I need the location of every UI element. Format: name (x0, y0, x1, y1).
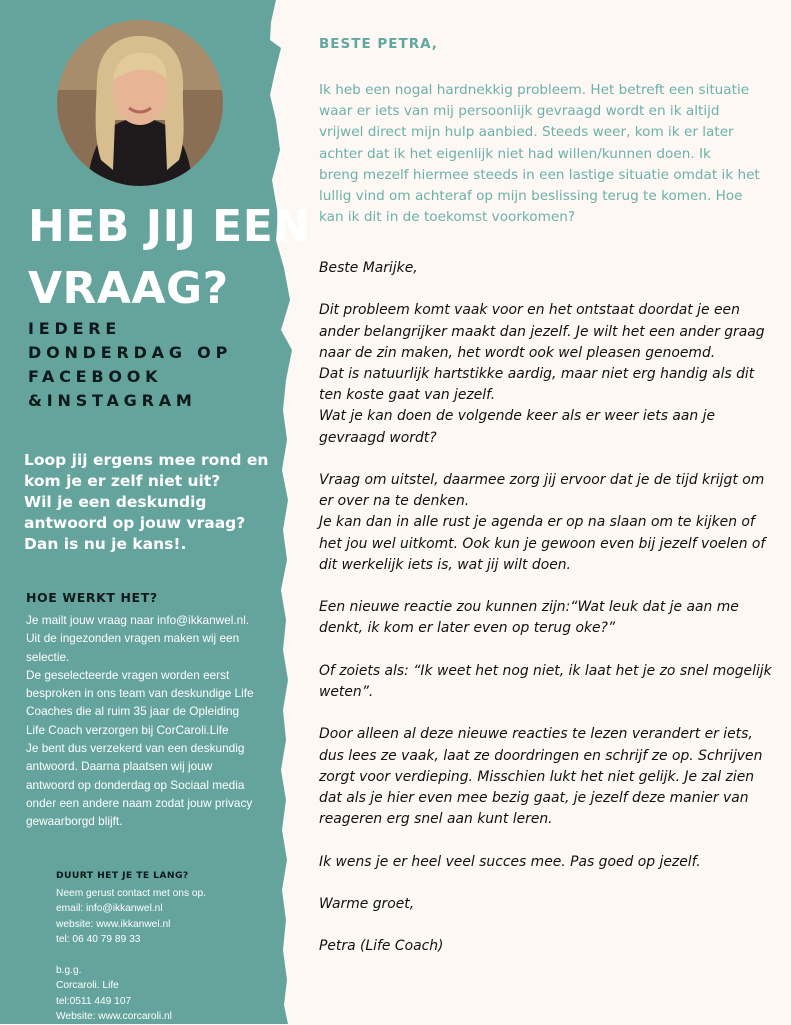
how-it-works-title: HOE WERKT HET? (26, 590, 158, 605)
answer-line: Ik wens je er heel veel succes mee. Pas goed op jezelf. (319, 853, 701, 870)
contact-website: website: www.ikkanwel.nl (56, 918, 171, 930)
tagline-line: FACEBOOK (28, 367, 163, 386)
answer-line: Warme groet, (319, 895, 415, 912)
how-line: De geselecteerde vragen worden eerst (26, 667, 230, 682)
answer-line (319, 640, 772, 661)
intro-line: kom je er zelf niet uit? (24, 472, 221, 490)
intro-text (24, 450, 294, 555)
answer-line: Door alleen al deze nieuwe reacties te lezen verandert er iets, (319, 726, 753, 743)
how-line: gewaarborgd blijft. (26, 814, 123, 829)
answer-line: naar de zin maken, het wordt ook wel pleasen genoemd. (319, 344, 716, 361)
how-line: besproken in ons team van deskundige Life (26, 686, 254, 701)
answer-line: ander belangrijker maakt dan jezelf. Je wilt het een ander graag (319, 323, 765, 340)
contact-line: b.g.g. (56, 965, 82, 977)
headline-line-2: VRAAG? (28, 263, 229, 314)
answer-signature: Petra (Life Coach) (319, 938, 444, 955)
tagline-line: DONDERDAG OP (28, 343, 233, 362)
question-line: breng mezelf hiermee steeds in een lastige situatie omdat ik het (319, 166, 760, 183)
answer-line: er over na te denken. (319, 493, 470, 510)
answer-line (319, 830, 772, 851)
contact-details (56, 886, 206, 1025)
answer-line (319, 279, 772, 300)
answer-line: dus lees ze vaak, laat ze doordringen en schrijf ze op. Schrijven (319, 747, 763, 764)
question-line: lullig vind om achteraf op mijn beslissing terug te komen. Hoe (319, 188, 743, 205)
answer-line: gevraagd wordt? (319, 429, 437, 446)
how-line: Coaches die al ruim 35 jaar de Opleiding (26, 704, 240, 719)
answer-line: het jou wel uitkomt. Ook kun je gewoon even bij jezelf voelen of (319, 535, 766, 552)
answer-line: zorgt voor verdieping. Misschien lukt het niet gelijk. Je zal zien (319, 768, 755, 785)
answer-line: Je kan dan in alle rust je agenda er op na slaan om te kijken of (319, 514, 755, 531)
answer-line: Beste Marijke, (319, 260, 418, 276)
tagline-line: IEDERE (28, 319, 122, 338)
headline-line-1: HEB JIJ EEN (28, 201, 311, 252)
answer-line: Vraag om uitstel, daarmee zorg jij ervoor dat je de tijd krijgt om (319, 472, 765, 488)
answer-line: Een nieuwe reactie zou kunnen zijn:“Wat leuk dat je aan me (319, 599, 739, 616)
answer-line: denkt, ik kom er later even op terug oke?” (319, 620, 616, 637)
tagline (28, 317, 232, 413)
answer-line (319, 703, 772, 724)
answer-line: Wat je kan doen de volgende keer als er weer iets aan je (319, 408, 716, 425)
answer-line (319, 449, 772, 470)
how-line: Je bent dus verzekerd van een deskundig (26, 741, 245, 756)
contact-spacer (56, 948, 206, 963)
answer-line (319, 873, 772, 894)
contact-line: Corcaroli. Life (56, 980, 119, 992)
contact-title: DUURT HET JE TE LANG? (56, 870, 189, 881)
answer-line (319, 576, 772, 597)
contact-phone: tel:0511 449 107 (56, 995, 132, 1007)
how-line: antwoord op donderdag op Sociaal media (26, 777, 245, 792)
tagline-line: &INSTAGRAM (28, 391, 197, 410)
question-line: vrijwel direct mijn hulp aanbied. Steeds weer, kom ik er later (319, 124, 734, 141)
answer-line: Of zoiets als: “Ik weet het nog niet, ik laat het je zo snel mogelijk (319, 662, 772, 679)
contact-phone: tel: 06 40 79 89 33 (56, 934, 141, 946)
contact-email: email: info@ikkanwel.nl (56, 903, 163, 915)
answer-line: reageren erg snel aan kunt leren. (319, 811, 553, 828)
greeting-heading: BESTE PETRA, (319, 36, 438, 52)
question-line: Ik heb een nogal hardnekkig probleem. Het betreft een situatie (319, 82, 750, 98)
how-line: selectie. (26, 649, 70, 664)
question-line: achter dat ik het eigenlijk niet had willen/kunnen doen. Ik (319, 145, 711, 162)
greeting-block (319, 36, 774, 52)
contact-line: Neem gerust contact met ons op. (56, 888, 207, 899)
intro-line: Loop jij ergens mee rond en (24, 451, 269, 469)
question-line: waar er iets van mij persoonlijk gevraagd wordt en ik altijd (319, 103, 720, 120)
reader-question (319, 80, 760, 228)
intro-line: Dan is nu je kans!. (24, 535, 187, 553)
question-line: kan ik dit in de toekomst voorkomen? (319, 209, 576, 226)
answer-line: dit werkelijk iets is, wat jij wilt doen. (319, 556, 571, 573)
how-line: Je mailt jouw vraag naar info@ikkanwel.nl. (26, 613, 250, 627)
how-line: onder een andere naam zodat jouw privacy (26, 795, 253, 810)
answer-line (319, 915, 772, 936)
how-it-works-body (26, 611, 254, 831)
answer-line: weten”. (319, 684, 374, 700)
intro-line: antwoord op jouw vraag? (24, 514, 246, 532)
answer-line: Dit probleem komt vaak voor en het ontstaat doordat je een (319, 302, 740, 319)
answer-line: Dat is natuurlijk hartstikke aardig, maar niet erg handig als dit (319, 366, 755, 382)
headline (28, 196, 311, 320)
intro-line: Wil je een deskundig (24, 493, 207, 511)
answer-line: ten koste gaat van jezelf. (319, 387, 496, 404)
how-line: antwoord. Daarna plaatsen wij jouw (26, 759, 213, 774)
answer-line: dat als je hier even mee bezig gaat, je jezelf deze manier van (319, 790, 749, 806)
contact-website: Website: www.corcaroli.nl (56, 1011, 172, 1023)
coach-portrait (57, 20, 223, 186)
coach-answer (319, 258, 772, 958)
how-line: Life Coach verzorgen bij CorCaroli.Life (26, 722, 229, 737)
how-line: Uit de ingezonden vragen maken wij een (26, 631, 240, 646)
